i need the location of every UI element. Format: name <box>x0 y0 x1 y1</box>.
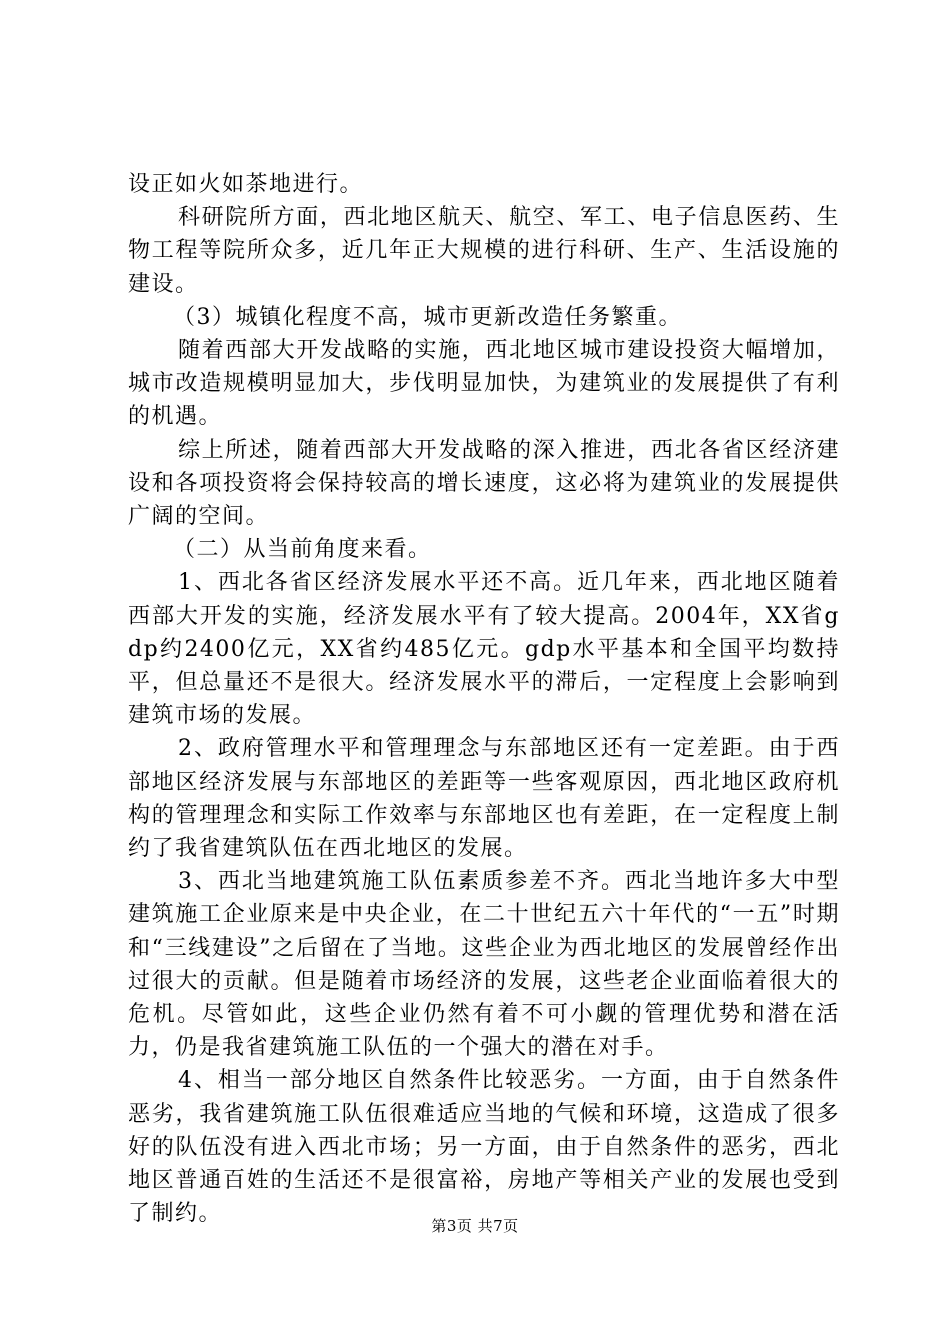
paragraph-point-4: 4、相当一部分地区自然条件比较恶劣。一方面，由于自然条件恶劣，我省建筑施工队伍很难适应当地的气候和环境，这造成了很多好的队伍没有进入西北市场；另一方面，由于自然条件的恶劣，西北地区普通百姓的生活还不是很富裕，房地产等相关产业的发展也受到了制约。 <box>128 1068 840 1227</box>
paragraph-point-3: 3、西北当地建筑施工队伍素质参差不齐。西北当地许多大中型建筑施工企业原来是中央企业，在二十世纪五六十年代的“一五”时期和“三线建设”之后留在了当地。这些企业为西北地区的发展曾经作出过很大的贡献。但是随着市场经济的发展，这些老企业面临着很大的危机。尽管如此，这些企业仍然有着不可小觑的管理优势和潜在活力，仍是我省建筑施工队伍的一个强大的潜在对手。 <box>128 869 840 1061</box>
document-body <box>128 168 840 1231</box>
page-footer: 第3页 共7页 <box>431 1217 519 1235</box>
paragraph-point-1: 1、西北各省区经济发展水平还不高。近几年来，西北地区随着西部大开发的实施，经济发展水平有了较大提高。2004年，XX省gdp约2400亿元，XX省约485亿元。gdp水平基本和全国平均数持平，但总量还不是很大。经济发展水平的滞后，一定程度上会影响到建筑市场的发展。 <box>128 570 840 729</box>
paragraph-summary: 综上所述，随着西部大开发战略的深入推进，西北各省区经济建设和各项投资将会保持较高的增长速度，这必将为建筑业的发展提供广阔的空间。 <box>128 437 840 530</box>
paragraph-heading-urbanization: （3）城镇化程度不高，城市更新改造任务繁重。 <box>173 304 682 330</box>
paragraph-urban-investment: 随着西部大开发战略的实施，西北地区城市建设投资大幅增加，城市改造规模明显加大，步伐明显加快，为建筑业的发展提供了有利的机遇。 <box>128 338 840 430</box>
paragraph-continuation: 设正如火如茶地进行。 <box>128 172 364 197</box>
paragraph-point-2: 2、政府管理水平和管理理念与东部地区还有一定差距。由于西部地区经济发展与东部地区的差距等一些客观原因，西北地区政府机构的管理理念和实际工作效率与东部地区也有差距，在一定程度上制约了我省建筑队伍在西北地区的发展。 <box>128 736 840 862</box>
paragraph-research-institutes: 科研院所方面，西北地区航天、航空、军工、电子信息医药、生物工程等院所众多，近几年正大规模的进行科研、生产、生活设施的建设。 <box>128 205 840 297</box>
paragraph-heading-current: （二）从当前角度来看。 <box>173 537 432 563</box>
